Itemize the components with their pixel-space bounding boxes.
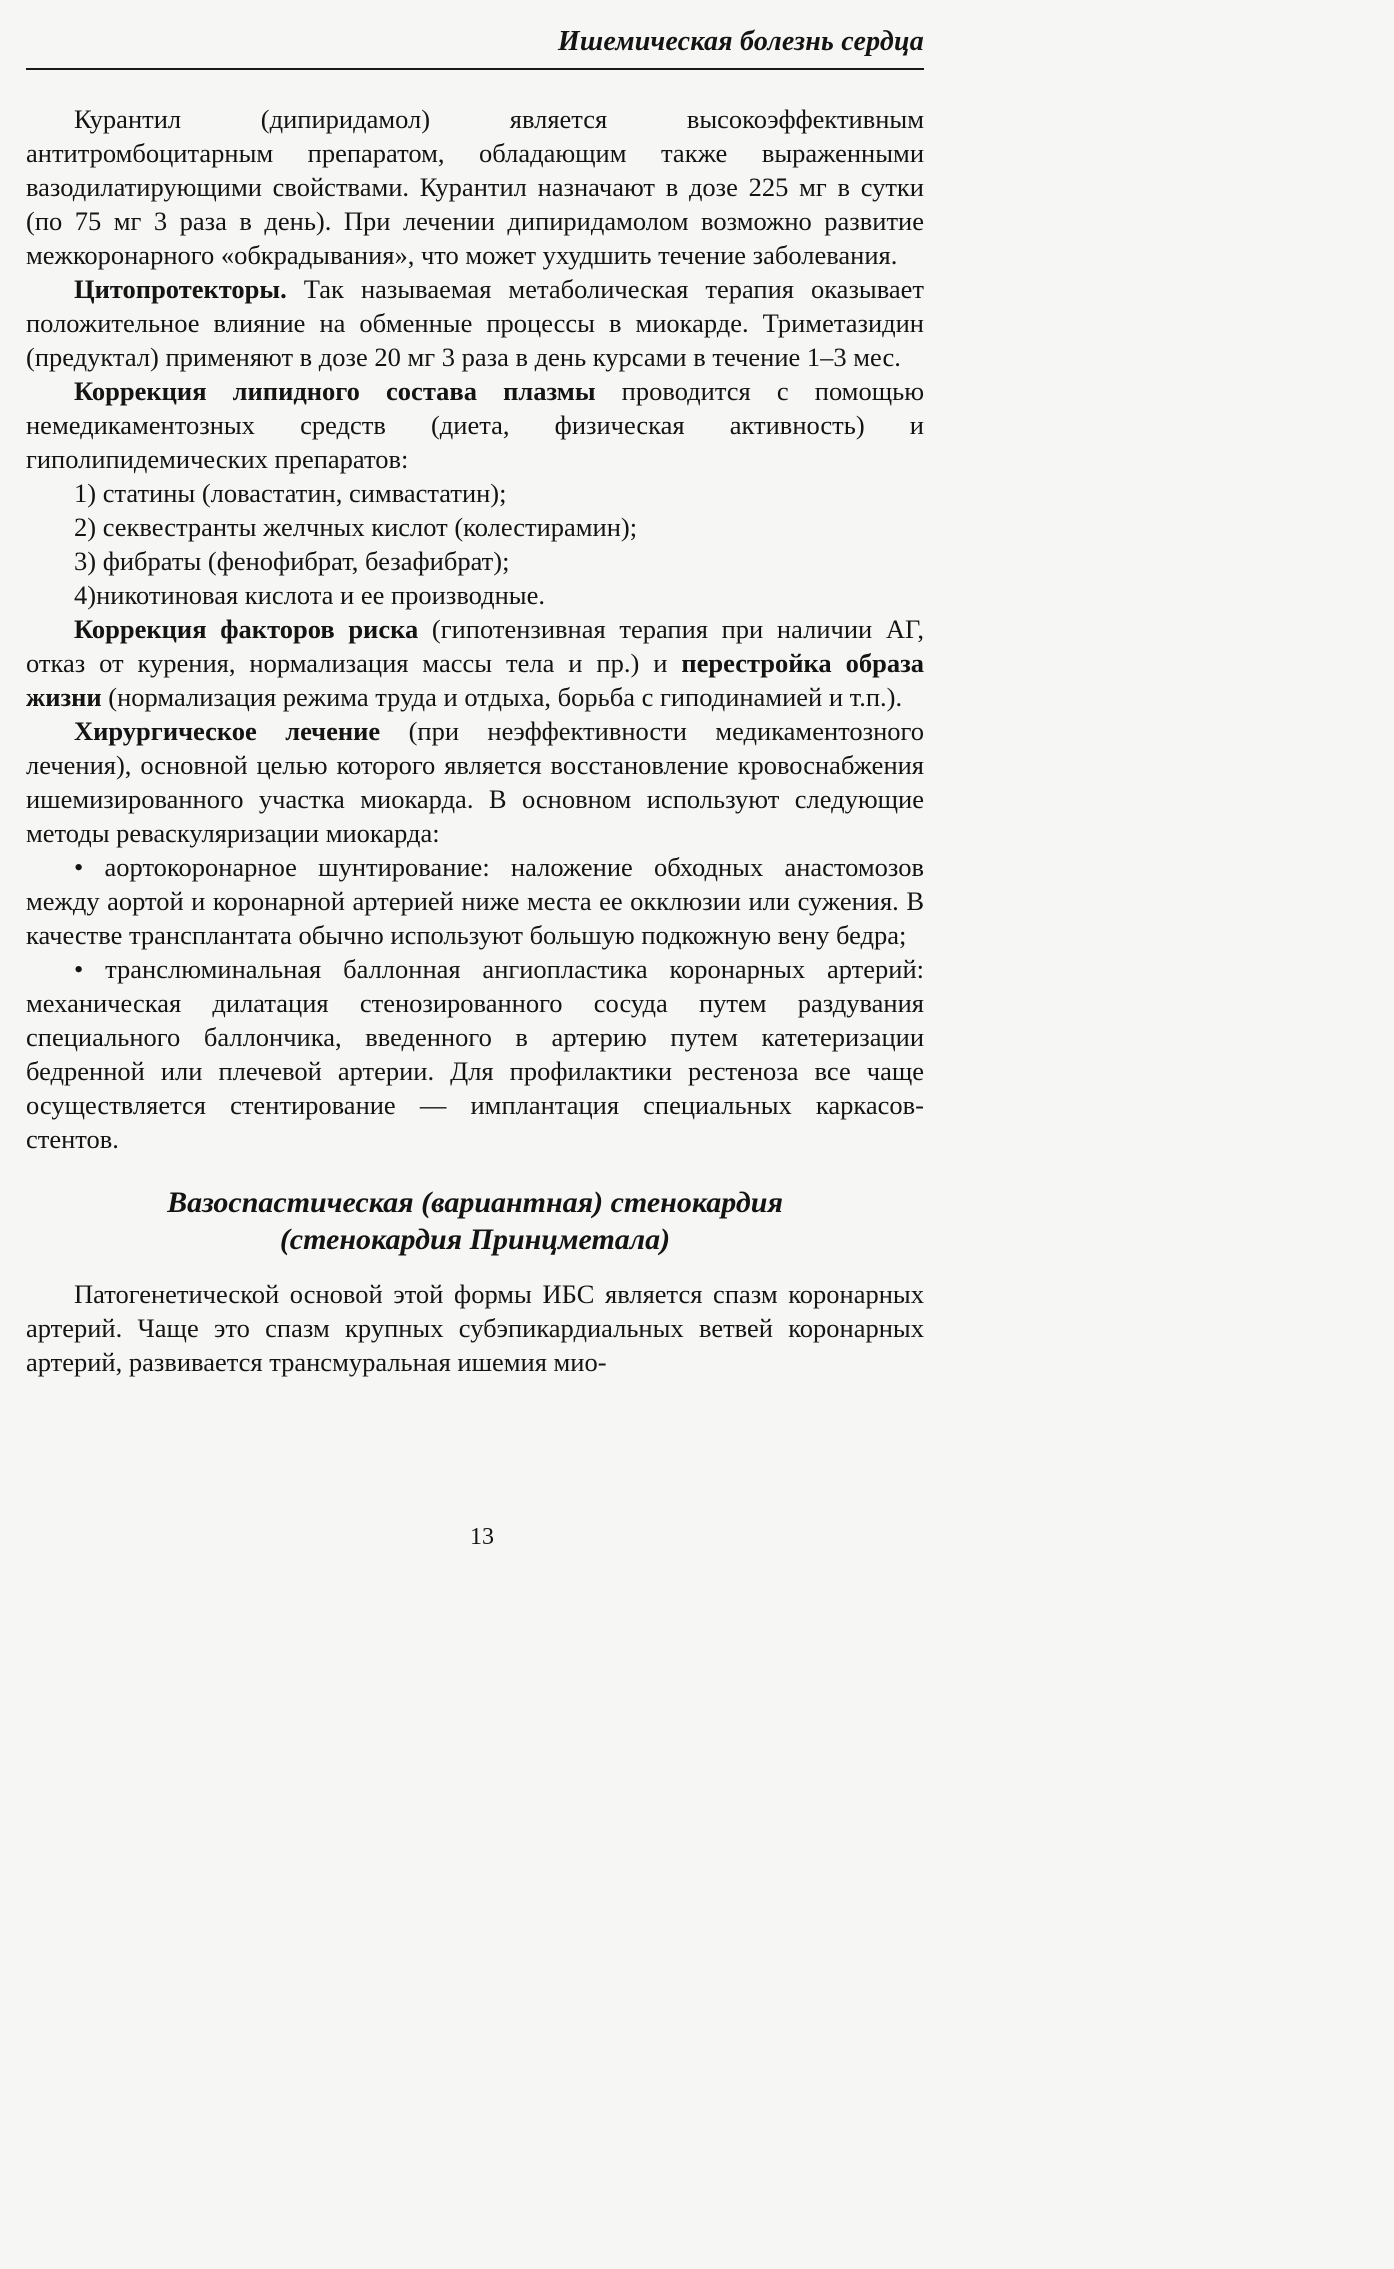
section-title-line: Вазоспастическая (вариантная) стенокардия bbox=[167, 1186, 783, 1219]
paragraph-pathogenesis: Патогенетической основой этой формы ИБС является спазм коронарных артерий. Чаще это спазм крупных субэпикардиальных ветвей коронарных артерий, развивается трансмуральная ишемия мио- bbox=[26, 1279, 924, 1377]
term-risk-factors: Коррекция факторов риска bbox=[74, 614, 419, 644]
section-title bbox=[26, 1184, 924, 1258]
term-lipid-correction: Коррекция липидного состава плазмы bbox=[74, 376, 596, 406]
paragraph-risk-factors bbox=[26, 612, 924, 714]
paragraph-text: Так называемая метаболическая терапия оказывает положительное влияние на обменные процессы в миокарде. Триметазидин (предуктал) применяют в дозе 20 мг 3 раза в день курсами в течение 1–3 мес. bbox=[26, 274, 924, 372]
term-cytoprotectors: Цитопротекторы. bbox=[74, 274, 287, 304]
paragraph-text: (гипотензивная терапия при наличии АГ, отказ от курения, нормализация массы тела и пр.) и bbox=[26, 614, 924, 678]
page-body bbox=[26, 102, 924, 1379]
section-title-line: (стенокардия Принцметала) bbox=[279, 1223, 671, 1256]
bullet-item: • аортокоронарное шунтирование: наложение обходных анастомозов между аортой и коронарной артерией ниже места ее окклюзии или сужения. В качестве трансплантата обычно используют большую подкожную вену бедра; bbox=[26, 852, 924, 950]
term-lifestyle: перестройка образа жизни bbox=[26, 648, 924, 712]
paragraph-text: проводится с помощью немедикаментозных средств (диета, физическая активность) и гиполипидемических препаратов: bbox=[26, 376, 924, 474]
page-number: 13 bbox=[470, 1524, 494, 1550]
paragraph-lipid-correction bbox=[26, 374, 924, 476]
list-item: 2) секвестранты желчных кислот (колестирамин); bbox=[74, 512, 638, 542]
term-surgery: Хирургическое лечение bbox=[74, 716, 381, 746]
paragraph-surgery bbox=[26, 714, 924, 850]
paragraph-text: (нормализация режима труда и отдыха, борьба с гиподинамией и т.п.). bbox=[101, 682, 903, 712]
list-item: 4)никотиновая кислота и ее производные. bbox=[74, 580, 545, 610]
paragraph-cytoprotectors bbox=[26, 272, 924, 374]
bullet-item: • транслюминальная баллонная ангиопластика коронарных артерий: механическая дилатация стенозированного сосуда путем раздувания специального баллончика, введенного в артерию путем катетеризации бедренной или плечевой артерии. Для профилактики рестеноза все чаще осуществляется стентирование — имплантация специальных каркасов-стентов. bbox=[26, 954, 924, 1154]
page-header bbox=[26, 22, 924, 70]
running-head: Ишемическая болезнь сердца bbox=[557, 26, 924, 57]
paragraph-text: (при неэффективности медикаментозного лечения), основной целью которого является восстановление кровоснабжения ишемизированного участка миокарда. В основном используют следующие методы реваскуляризации миокарда: bbox=[26, 716, 924, 848]
list-item: 3) фибраты (фенофибрат, безафибрат); bbox=[74, 546, 510, 576]
paragraph-curantil: Курантил (дипиридамол) является высокоэффективным антитромбоцитарным препаратом, обладающим также выраженными вазодилатирующими свойствами. Курантил назначают в дозе 225 мг в сутки (по 75 мг 3 раза в день). При лечении дипиридамолом возможно развитие межкоронарного «обкрадывания», что может ухудшить течение заболевания. bbox=[26, 104, 924, 270]
list-item: 1) статины (ловастатин, симвастатин); bbox=[74, 478, 507, 508]
